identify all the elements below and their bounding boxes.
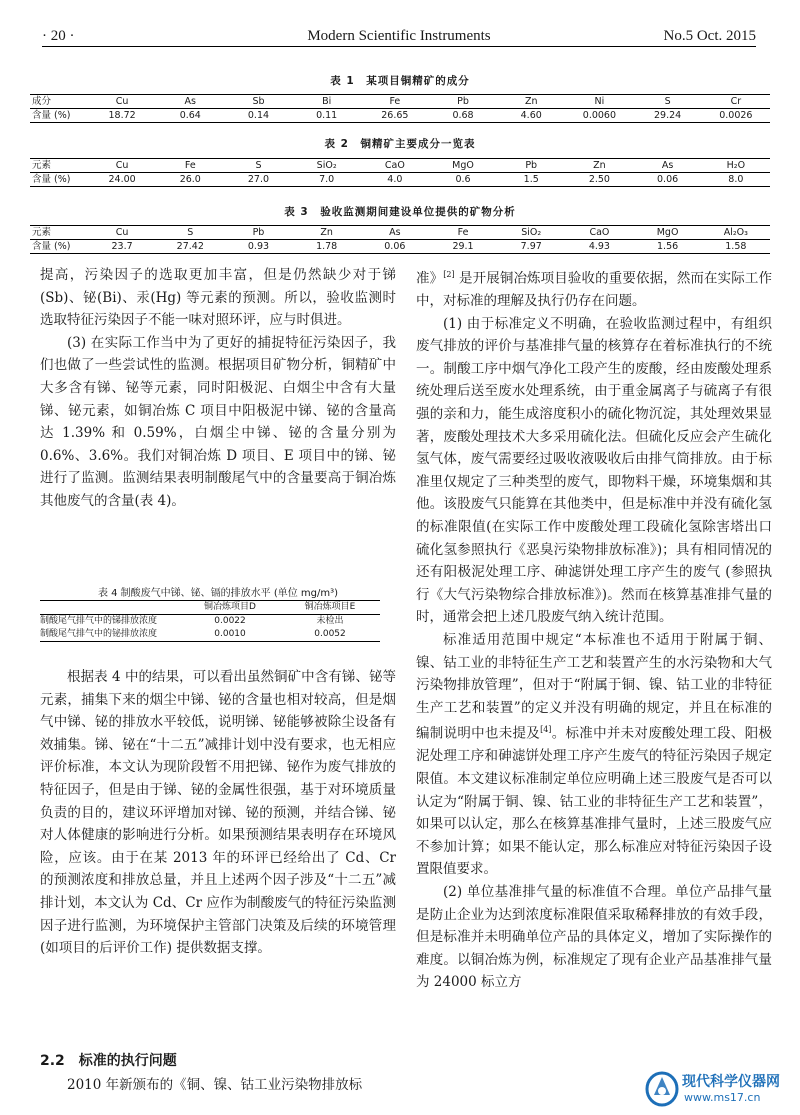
watermark-logo xyxy=(644,1067,794,1111)
table2-caption: 表 2 铜精矿主要成分一览表 xyxy=(324,138,476,150)
table1-cell: 18.72 xyxy=(88,109,156,123)
table4-row-label: 制酸尾气排气中的铋排放浓度 xyxy=(40,628,180,642)
table1-header: Ni xyxy=(565,95,633,109)
table2-header: CaO xyxy=(361,159,429,173)
table1-cell: 0.14 xyxy=(224,109,292,123)
table2-header: As xyxy=(634,159,702,173)
paragraph: 根据表 4 中的结果，可以看出虽然铜矿中含有锑、铋等元素，捕集下来的烟尘中锑、铋的含量也相对较高，但是烟气中锑、铋的排放水平较低，说明锑、铋能够被除尘设备有效捕集。锑、铋在“十二五”减排计划中没有要求，也无相应评价标准，本文认为现阶段暂不用把锑、铋作为废气排放的特征因子，但是由于锑、铋的金属性很强，基于对环境质量负责的目的，建议环评增加对锑、铋的预测，并结合锑、铋对人体健康的影响进行分析。如果预测结果表明存在环境风险，应该。由于在某 2013 年的环评已经给出了 Cd、Cr 的预测浓度和排放总量，并且上述两个因子涉及“十二五”减排计划，本文认为 Cd、Cr 应作为制酸废气的特征污染监测因子进行监测，为环境保护主管部门决策及后续的环境管理 (如项目的后评价工作) 提供数据支撑。 xyxy=(40,669,396,957)
table-row xyxy=(40,628,380,642)
table3-header: CaO xyxy=(565,226,633,240)
table4-cell: 未检出 xyxy=(316,616,344,626)
table1-header-row xyxy=(30,95,770,109)
table1-value-row xyxy=(30,109,770,123)
table3-header: S xyxy=(156,226,224,240)
table2-cell: 2.50 xyxy=(565,173,633,187)
right-column xyxy=(416,264,772,994)
table1-header: Cu xyxy=(88,95,156,109)
table3-cell: 4.93 xyxy=(565,240,633,254)
table2-cell: 24.00 xyxy=(88,173,156,187)
table2-cell: 0.06 xyxy=(634,173,702,187)
table1-cell: 29.24 xyxy=(634,109,702,123)
table3-cell: 1.78 xyxy=(293,240,361,254)
table2 xyxy=(30,158,770,187)
paragraph xyxy=(416,629,772,881)
table1-header: Zn xyxy=(497,95,565,109)
table4-header xyxy=(40,601,180,615)
table2-cell: 4.0 xyxy=(361,173,429,187)
table2-value-row xyxy=(30,173,770,187)
table1-header: Pb xyxy=(429,95,497,109)
table2-header: Zn xyxy=(565,159,633,173)
table1-header: Bi xyxy=(293,95,361,109)
paragraph: (3) 在实际工作当中为了更好的捕捉特征污染因子，我们也做了一些尝试性的监测。根据项目矿物分析，铜精矿中大多含有锑、铋等元素，同时阳极泥、白烟尘中含有大量锑、铋元素，如铜冶炼 C 项目中阳极泥中锑、铋的含量高达 1.39% 和 0.59%，白烟尘中锑、铋的含量分别为 0.6%、3.6%。我们对铜冶炼 D 项目、E 项目中的锑、铋进行了监测。监测结果表明制酸尾气中的含量要高于铜冶炼其他废气的含量(表 4)。 xyxy=(40,334,396,509)
table1-header: 成分 xyxy=(30,95,88,109)
table4-caption: 表 4 制酸废气中锑、铋、镉的排放水平 (单位 mg/m³) xyxy=(97,588,339,599)
paragraph-text: 。标准中并未对废酸处理工段、阳极泥处理工序和砷滤饼处理工序产生废气的特征污染因子规定限值。本文建议标准制定单位应明确上述三股废气是否可以认定为“附属于铜、镍、钴工业的非特征生产工艺和装置”，如果可以认定，那么在核算基准排气量时，上述三股废气应不参加计算；如果不能认定，那么标准应对特征污染因子设置限值要求。 xyxy=(416,725,773,878)
table3-cell: 1.58 xyxy=(702,240,770,254)
table2-cell: 0.6 xyxy=(429,173,497,187)
citation-ref: [2] xyxy=(443,270,455,279)
table2-cell: 1.5 xyxy=(497,173,565,187)
table3-cell: 0.93 xyxy=(224,240,292,254)
table3-cell: 7.97 xyxy=(497,240,565,254)
journal-name: Modern Scientific Instruments xyxy=(307,28,491,44)
table3-cell: 23.7 xyxy=(88,240,156,254)
table2-cell: 27.0 xyxy=(224,173,292,187)
table1-cell: 0.64 xyxy=(156,109,224,123)
table4-header-row xyxy=(40,601,380,615)
table2-cell: 26.0 xyxy=(156,173,224,187)
running-header xyxy=(42,16,756,47)
table3-value-row xyxy=(30,240,770,254)
table2-header: S xyxy=(224,159,292,173)
left-column-bottom xyxy=(40,666,396,960)
table4-header: 铜冶炼项目D xyxy=(180,601,280,615)
table2-header: Pb xyxy=(497,159,565,173)
table3-cell: 0.06 xyxy=(361,240,429,254)
left-column-top xyxy=(40,264,396,513)
table3-header: As xyxy=(361,226,429,240)
table3-cell: 27.42 xyxy=(156,240,224,254)
site-logo-icon xyxy=(644,1069,680,1109)
table1-cell: 0.68 xyxy=(429,109,497,123)
table1-cell: 0.11 xyxy=(293,109,361,123)
paragraph: 2010 年新颁布的《铜、镍、钴工业污染物排放标 xyxy=(67,1077,363,1093)
table2-header: 元素 xyxy=(30,159,88,173)
table1-header: Cr xyxy=(702,95,770,109)
table1-caption: 表 1 某项目铜精矿的成分 xyxy=(330,75,470,87)
table4 xyxy=(40,600,380,642)
paragraph: 提高，污染因子的选取更加丰富，但是仍然缺少对于锑(Sb)、铋(Bi)、汞(Hg) 等元素的预测。所以，验收监测时选取特征污染因子不能一味对照环评，应与时俱进。 xyxy=(40,267,396,329)
table3-header: MgO xyxy=(634,226,702,240)
table4-cell: 0.0022 xyxy=(214,616,246,626)
table4-cell: 0.0010 xyxy=(180,628,280,642)
paragraph-text: 是开展铜冶炼项目验收的重要依据，然而在实际工作中，对标准的理解及执行仍存在问题。 xyxy=(416,270,772,310)
table3-header: SiO₂ xyxy=(497,226,565,240)
section-heading: 2.2 标准的执行问题 xyxy=(40,1053,177,1069)
table1-header: Sb xyxy=(224,95,292,109)
table3-header: Al₂O₃ xyxy=(702,226,770,240)
table4-cell: 0.0052 xyxy=(280,628,380,642)
table4-row-label: 制酸尾气排气中的锑排放浓度 xyxy=(40,616,158,626)
table3-header: 元素 xyxy=(30,226,88,240)
table-row xyxy=(40,615,380,629)
table2-header: Fe xyxy=(156,159,224,173)
issue-info: No.5 Oct. 2015 xyxy=(663,28,756,44)
table2-header: MgO xyxy=(429,159,497,173)
table2-cell: 7.0 xyxy=(293,173,361,187)
table3-header: Pb xyxy=(224,226,292,240)
table1-cell: 4.60 xyxy=(497,109,565,123)
paragraph: (2) 单位基准排气量的标准值不合理。单位产品排气量是防止企业为达到浓度标准限值采取稀释排放的有效手段，但是标准并未明确单位产品的具体定义，增加了实际操作的难度。以铜冶炼为例，标准规定了现有企业产品基准排气量为 24000 标立方 xyxy=(416,884,772,991)
watermark-url: www.ms17.cn xyxy=(684,1091,761,1104)
table3-header: Fe xyxy=(429,226,497,240)
table3-header-row xyxy=(30,226,770,240)
table2-row-label: 含量 (%) xyxy=(30,173,88,187)
table2-cell: 8.0 xyxy=(702,173,770,187)
watermark-name: 现代科学仪器网 xyxy=(682,1074,780,1090)
table2-header-row xyxy=(30,159,770,173)
table3-cell: 29.1 xyxy=(429,240,497,254)
table1-header: S xyxy=(634,95,702,109)
table2-header: SiO₂ xyxy=(293,159,361,173)
table1-header: As xyxy=(156,95,224,109)
paragraph xyxy=(416,264,772,313)
table1-header: Fe xyxy=(361,95,429,109)
table1-cell: 26.65 xyxy=(361,109,429,123)
table2-header: H₂O xyxy=(702,159,770,173)
table3-cell: 1.56 xyxy=(634,240,702,254)
table1-cell: 0.0060 xyxy=(565,109,633,123)
table1-cell: 0.0026 xyxy=(702,109,770,123)
table3-row-label: 含量 (%) xyxy=(30,240,88,254)
paragraph-text: 准》 xyxy=(416,270,444,287)
table1-row-label: 含量 (%) xyxy=(30,109,88,123)
table3-header: Zn xyxy=(293,226,361,240)
page-number: · 20 · xyxy=(42,28,75,44)
table3 xyxy=(30,225,770,254)
paragraph: (1) 由于标准定义不明确，在验收监测过程中，有组织废气排放的评价与基准排气量的核算存在着标准执行的不统一。制酸工序中烟气净化工段产生的废酸，经由废酸处理系统处理后送至废水处理系统，由于重金属离子与硫离子有很强的亲和力，能生成溶度积小的硫化物沉淀，其处理效果显著，废酸处理技术大多采用硫化法。但硫化反应会产生硫化氢气体，废气需要经过吸收液吸收后由排气筒排放。由于标准里仅规定了三种类型的废气，即物料干燥，环境集烟和其他。该股废气只能算在其他类中，但是标准中并没有硫化氢的标准限值(在实际工作中废酸处理工段硫化氢除害塔出口硫化氢参照执行《恶臭污染物排放标准》)；具有相同情况的还有阳极泥处理工序、砷滤饼处理工序产生的废气 (参照执行《大气污染物综合排放标准》)。然而在核算基准排气量的时，通常会把上述几股废气纳入统计范围。 xyxy=(416,315,772,626)
table3-caption: 表 3 验收监测期间建设单位提供的矿物分析 xyxy=(284,206,516,218)
table4-header: 铜冶炼项目E xyxy=(280,601,380,615)
table2-header: Cu xyxy=(88,159,156,173)
left-column-end xyxy=(40,1074,396,1097)
paragraph-text: 标准适用范围中规定“本标准也不适用于附属于铜、镍、钴工业的非特征生产工艺和装置产生的水污染物和大气污染物排放管理”，但对于“附属于铜、镍、钴工业的非特征生产工艺和装置”的定义并没有明确的规定，并且在标准的编制说明中也未提及 xyxy=(416,632,772,742)
citation-ref: [4] xyxy=(540,725,552,735)
table1 xyxy=(30,94,770,123)
table3-header: Cu xyxy=(88,226,156,240)
